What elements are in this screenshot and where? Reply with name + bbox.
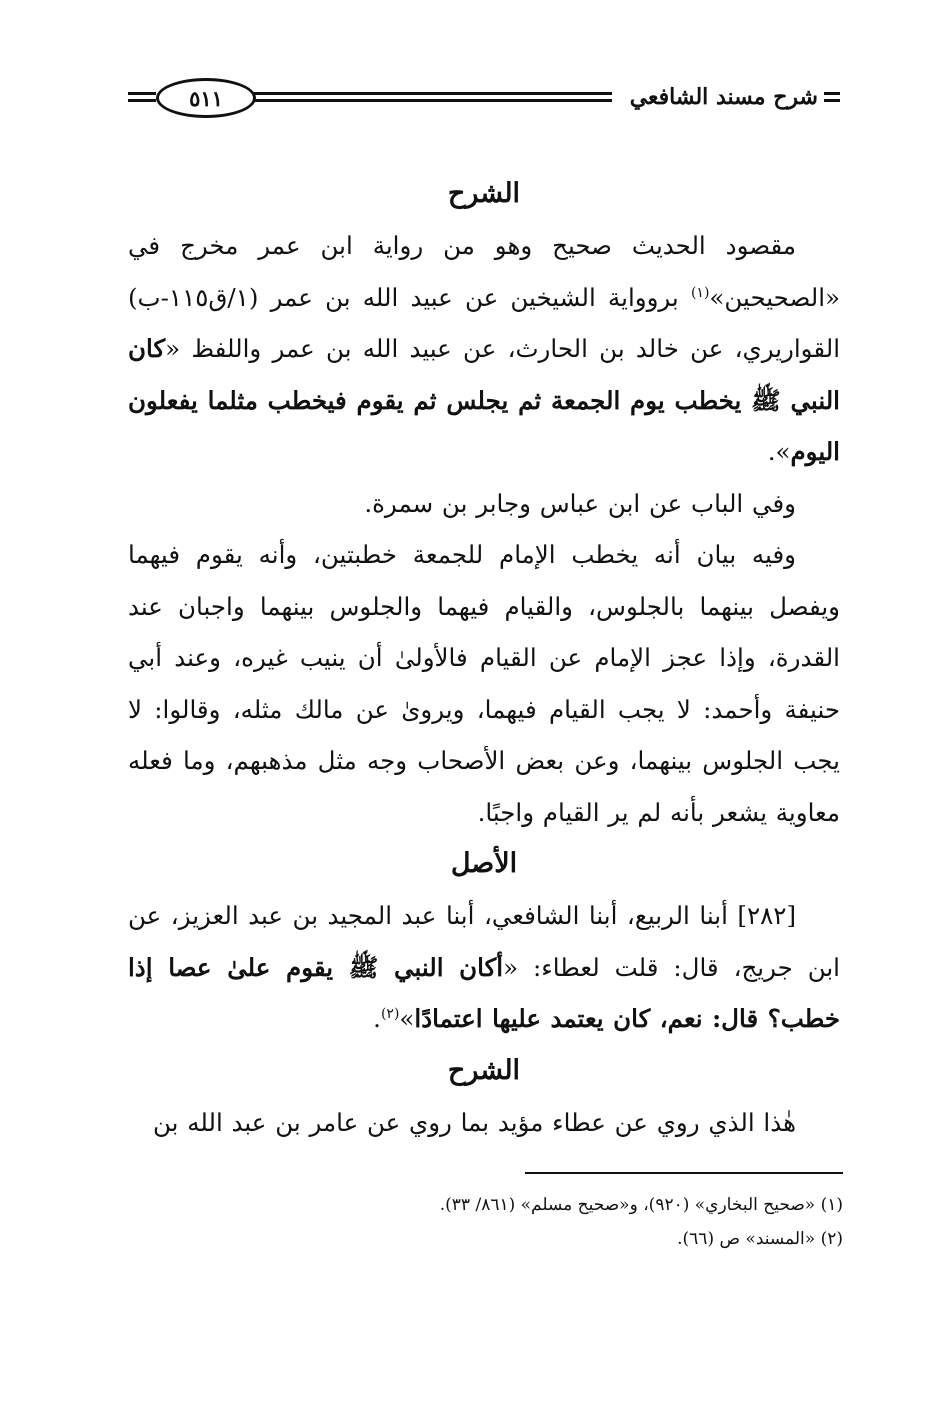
running-header bbox=[128, 78, 840, 128]
book-title: شرح مسند الشافعي bbox=[629, 84, 818, 110]
hadith-quote: كان النبي ﷺ يخطب يوم الجمعة ثم يجلس ثم يقوم فيخطب مثلما يفعلون اليوم bbox=[128, 334, 840, 466]
paragraph-text: » bbox=[399, 1004, 415, 1033]
section-heading-sharh-2: الشرح bbox=[447, 1054, 521, 1086]
paragraph-text: مقصود الحديث صحيح وهو من رواية ابن عمر مخرج في «الصحيحين» bbox=[128, 231, 840, 312]
paragraph-text: بروواية الشيخين عن عبيد الله بن عمر (١/ق١١٥-ب) القواريري، عن خالد بن الحارث، عن عبيد الله بن عمر واللفظ « bbox=[128, 282, 840, 363]
footnote-ref-1: (١) bbox=[690, 284, 710, 301]
paragraph-text: أبنا الربيع، أبنا الشافعي، أبنا عبد المجيد بن عبد العزيز، عن ابن جريج، قال: قلت لعطاء: « bbox=[128, 901, 840, 982]
section-heading-sharh: الشرح bbox=[447, 178, 521, 209]
footnote-1: (١) «صحيح البخاري» (٩٢٠)، و«صحيح مسلم» (٨٦١/ ٣٣). bbox=[439, 1195, 843, 1215]
header-ornament-dash bbox=[824, 92, 840, 102]
header-double-rule bbox=[253, 92, 612, 102]
footnotes bbox=[131, 1188, 843, 1256]
hadith-quote: أكان النبي ﷺ يقوم علىٰ عصا إذا خطب؟ قال: نعم، كان يعتمد عليها اعتمادًا bbox=[128, 952, 840, 1033]
header-double-rule-left bbox=[128, 92, 156, 102]
paragraph-sharh-3: وفيه بيان أنه يخطب الإمام للجمعة خطبتين، وأنه يقوم فيهما ويفصل بينهما بالجلوس، والقيام فيهما والجلوس بينهما واجبان عند القدرة، وإذا عجز الإمام عن القيام فالأولىٰ أن ينيب غيره، وعند أبي حنيفة وأحمد: لا يجب القيام فيهما، ويروىٰ عن مالك مثله، وقالوا: لا يجب الجلوس بينهما، وعن بعض الأصحاب وجه مثل مذهبهم، وما فعله معاوية يشعر بأنه لم ير القيام واجبًا. bbox=[128, 540, 840, 827]
footnote-separator bbox=[525, 1172, 843, 1174]
paragraph-text: . bbox=[373, 1004, 381, 1033]
footnote-2: (٢) «المسند» ص (٦٦). bbox=[677, 1229, 843, 1249]
main-text bbox=[128, 168, 840, 1148]
paragraph-asl bbox=[128, 890, 840, 1045]
paragraph-sharh-1 bbox=[128, 220, 840, 478]
paragraph-sharh-4: هٰذا الذي روي عن عطاء مؤيد بما روي عن عامر بن عبد الله بن bbox=[152, 1107, 796, 1137]
hadith-number: [٢٨٢] bbox=[737, 901, 796, 930]
footnote-ref-2: (٢) bbox=[380, 1005, 400, 1022]
page-number: ٥١١ bbox=[156, 78, 256, 118]
section-heading-asl: الأصل bbox=[450, 848, 518, 879]
paragraph-text: ». bbox=[767, 437, 791, 466]
paragraph-sharh-2: وفي الباب عن ابن عباس وجابر بن سمرة. bbox=[364, 488, 796, 518]
